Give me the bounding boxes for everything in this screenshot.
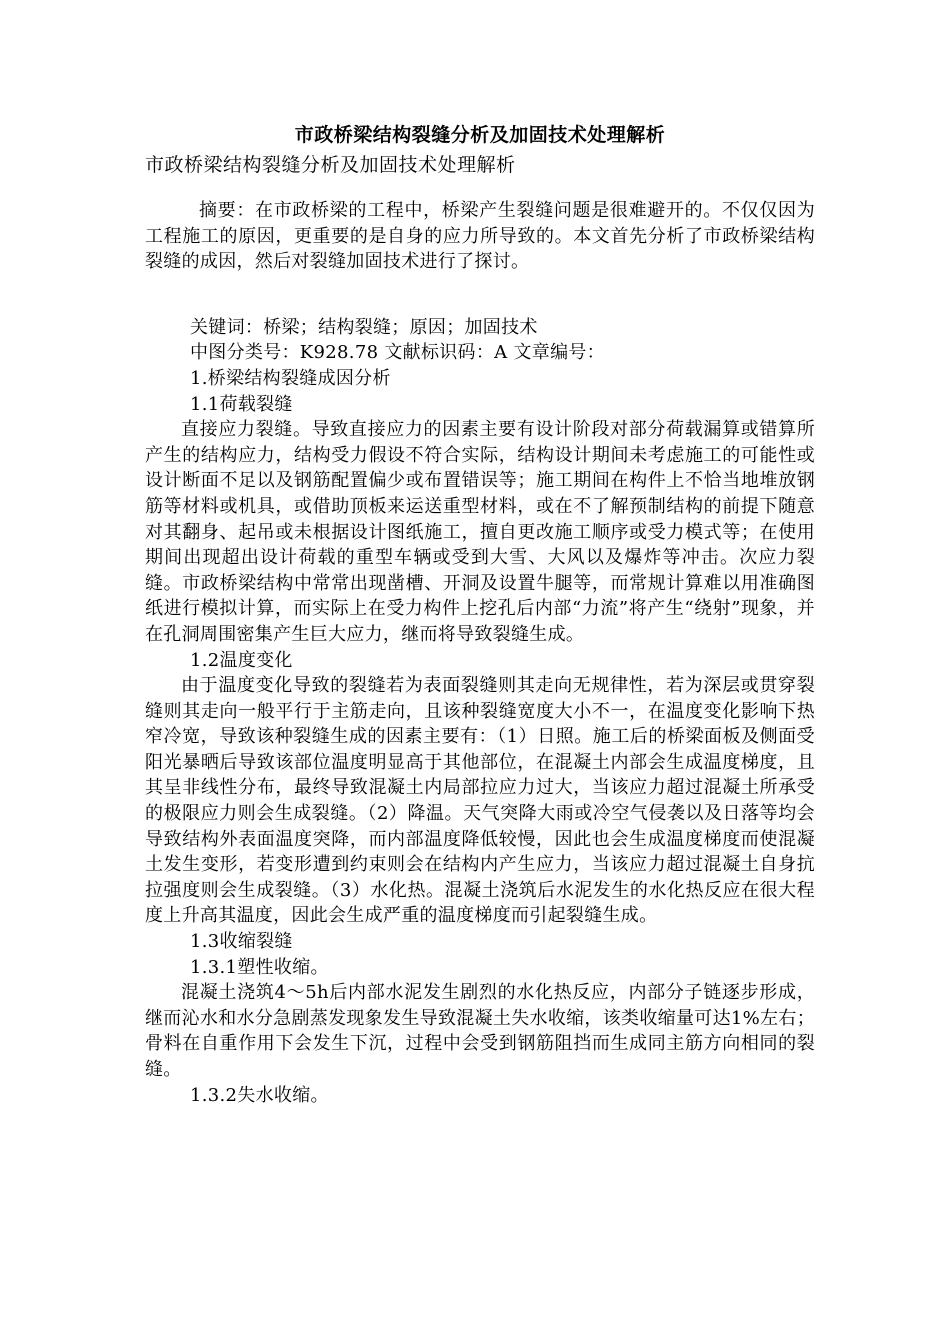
abstract-paragraph: 摘要：在市政桥梁的工程中，桥梁产生裂缝问题是很难避开的。不仅仅因为工程施工的原因，更重要的是自身的应力所导致的。本文首先分析了市政桥梁结构裂缝的成因，然后对裂缝加固技术进行了探讨。	[145, 200, 815, 273]
document-title: 市政桥梁结构裂缝分析及加固技术处理解析	[294, 124, 666, 146]
paragraph-load-cracks: 直接应力裂缝。导致直接应力的因素主要有设计阶段对部分荷载漏算或错算所产生的结构应力，结构受力假设不符合实际，结构设计期间未考虑施工的可能性或设计断面不足以及钢筋配置偏少或布置错误等；施工期间在构件上不恰当地堆放钢筋等材料或机具，或借助顶板来运送重型材料，或在不了解预制结构的前提下随意对其翻身、起吊或未根据设计图纸施工，擅自更改施工顺序或受力模式等；在使用期间出现超出设计荷载的重型车辆或受到大雪、大风以及爆炸等冲击。次应力裂缝。市政桥梁结构中常常出现凿槽、开洞及设置牛腿等，而常规计算难以用准确图纸进行模拟计算，而实际上在受力构件上挖孔后内部“力流”将产生“绕射”现象，并在孔洞周围密集产生巨大应力，继而将导致裂缝生成。	[145, 419, 815, 645]
document-subtitle: 市政桥梁结构裂缝分析及加固技术处理解析	[145, 154, 516, 176]
paragraph-temperature: 由于温度变化导致的裂缝若为表面裂缝则其走向无规律性，若为深层或贯穿裂缝则其走向一般平行于主筋走向，且该种裂缝宽度大小不一，在温度变化影响下热窄冷宽，导致该种裂缝生成的因素主要有：（1）日照。施工后的桥梁面板及侧面受阳光暴晒后导致该部位温度明显高于其他部位，在混凝土内部会生成温度梯度，且其呈非线性分布，最终导致混凝土内局部拉应力过大，当该应力超过混凝土所承受的极限应力则会生成裂缝。（2）降温。天气突降大雨或冷空气侵袭以及日落等均会导致结构外表面温度突降，而内部温度降低较慢，因此也会生成温度梯度而使混凝土发生变形，若变形遭到约束则会在结构内产生应力，当该应力超过混凝土自身抗拉强度则会生成裂缝。（3）水化热。混凝土浇筑后水泥发生的水化热反应在很大程度上升高其温度，因此会生成严重的温度梯度而引起裂缝生成。	[145, 675, 815, 927]
section-heading-1-3: 1.3收缩裂缝	[190, 931, 293, 953]
section-heading-1-2: 1.2温度变化	[190, 649, 293, 671]
document-page	[145, 118, 815, 1108]
paragraph-plastic-shrinkage: 混凝土浇筑4～5h后内部水泥发生剧烈的水化热反应，内部分子链逐步形成，继而沁水和水分急剧蒸发现象发生导致混凝土失水收缩，该类收缩量可达1%左右；骨料在自重作用下会发生下沉，过程中会受到钢筋阻挡而生成同主筋方向相同的裂缝。	[145, 982, 815, 1080]
section-heading-1: 1.桥梁结构裂缝成因分析	[190, 367, 391, 389]
section-heading-1-3-2: 1.3.2失水收缩。	[190, 1084, 329, 1106]
section-heading-1-3-1: 1.3.1塑性收缩。	[190, 956, 329, 978]
keywords-line: 关键词：桥梁；结构裂缝；原因；加固技术	[190, 316, 538, 338]
classification-line: 中图分类号：K928.78 文献标识码：A 文章编号：	[190, 342, 605, 364]
section-heading-1-1: 1.1荷载裂缝	[190, 393, 293, 415]
